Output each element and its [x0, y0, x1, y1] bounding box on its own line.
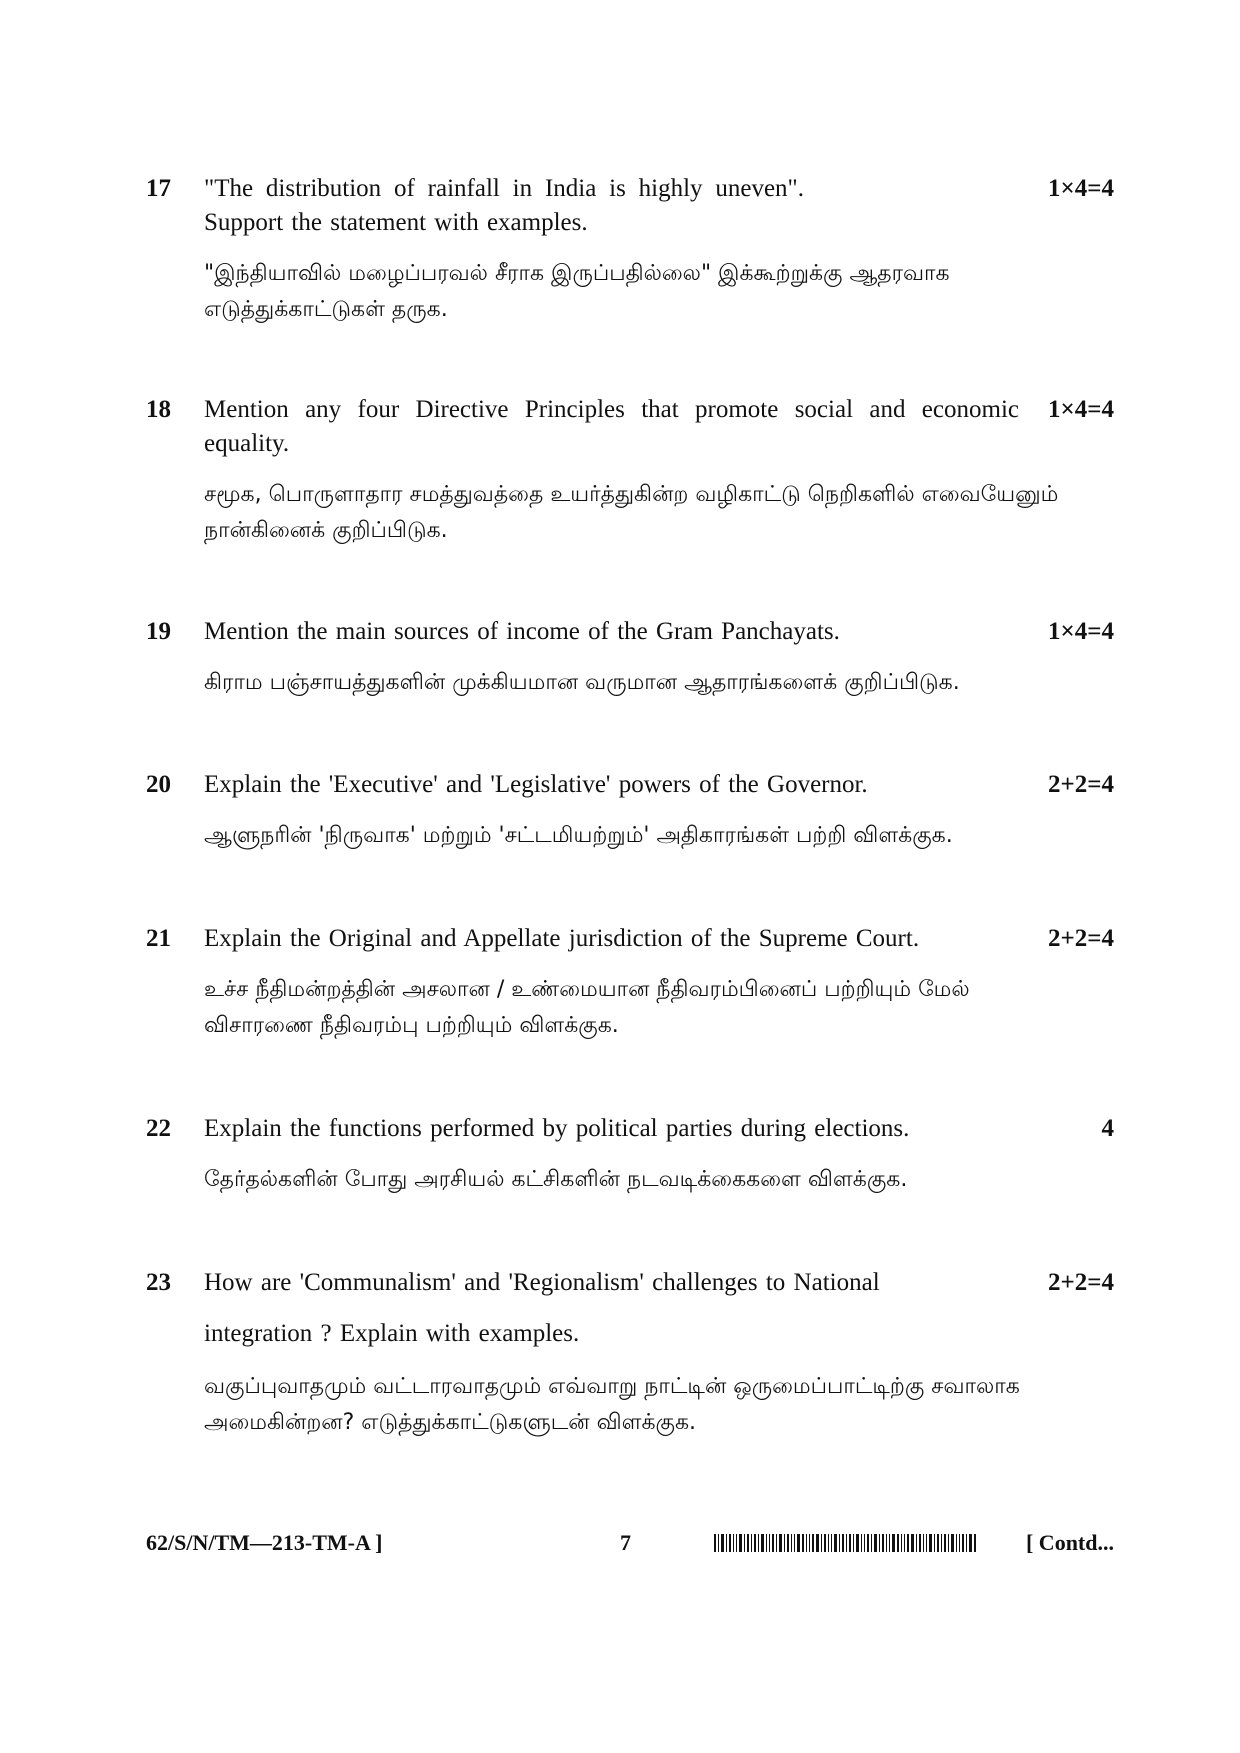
question-tamil: கிராம பஞ்சாயத்துகளின் முக்கியமான வருமான ஆதாரங்களைக் குறிப்பிடுக. [204, 670, 960, 695]
question-english: Mention any four Directive Principles that promote social and economic equality. [204, 396, 1019, 457]
question-marks: 2+2=4 [1048, 771, 1114, 798]
paper-code: 62/S/N/TM—213-TM-A ] [146, 1530, 383, 1555]
question-english: Explain the Original and Appellate jurisdiction of the Supreme Court. [204, 925, 920, 952]
question-english: Explain the 'Executive' and 'Legislative' powers of the Governor. [204, 771, 868, 798]
question-number: 19 [146, 618, 171, 645]
question-tamil: தேர்தல்களின் போது அரசியல் கட்சிகளின் நடவடிக்கைகளை விளக்குக. [204, 1167, 908, 1192]
question-number: 18 [146, 396, 171, 423]
question-number: 21 [146, 925, 171, 952]
barcode [714, 1534, 976, 1552]
question-english-line2: integration ? Explain with examples. [204, 1320, 580, 1347]
continued-label: [ Contd... [1025, 1530, 1114, 1555]
question-tamil: வகுப்புவாதமும் வட்டாரவாதமும் எவ்வாறு நாட்டின் ஒருமைப்பாட்டிற்கு சவாலாக அமைகின்றன? எடுத்துக்காட்டுகளுடன் விளக்குக. [204, 1374, 1020, 1435]
page-footer [146, 1526, 1114, 1566]
page-number: 7 [620, 1530, 631, 1555]
question-number: 17 [146, 175, 171, 202]
question-tamil: ஆளுநரின் 'நிருவாக' மற்றும் 'சட்டமியற்றும்' அதிகாரங்கள் பற்றி விளக்குக. [204, 823, 953, 848]
question-marks: 4 [1101, 1115, 1114, 1142]
question-english: "The distribution of rainfall in India is highly uneven". Support the statement with examples. [204, 175, 804, 236]
question-marks: 1×4=4 [1048, 396, 1114, 423]
question-tamil: உச்ச நீதிமன்றத்தின் அசலான / உண்மையான நீதிவரம்பினைப் பற்றியும் மேல் விசாரணை நீதிவரம்பு பற்றியும் விளக்குக. [204, 977, 970, 1038]
question-tamil: "இந்தியாவில் மழைப்பரவல் சீராக இருப்பதில்லை" இக்கூற்றுக்கு ஆதரவாக எடுத்துக்காட்டுகள் தருக. [204, 261, 950, 322]
question-number: 20 [146, 771, 171, 798]
question-number: 23 [146, 1269, 171, 1296]
question-english: Explain the functions performed by political parties during elections. [204, 1115, 910, 1142]
question-marks: 1×4=4 [1048, 175, 1114, 202]
question-number: 22 [146, 1115, 171, 1142]
question-marks: 2+2=4 [1048, 1269, 1114, 1296]
question-tamil: சமூக, பொருளாதார சமத்துவத்தை உயர்த்துகின்ற வழிகாட்டு நெறிகளில் எவையேனும் நான்கினைக் குறிப்பிடுக. [204, 482, 1059, 543]
question-marks: 1×4=4 [1048, 618, 1114, 645]
question-english-line1: How are 'Communalism' and 'Regionalism' challenges to National [204, 1269, 880, 1296]
question-english: Mention the main sources of income of the Gram Panchayats. [204, 618, 840, 645]
question-marks: 2+2=4 [1048, 925, 1114, 952]
